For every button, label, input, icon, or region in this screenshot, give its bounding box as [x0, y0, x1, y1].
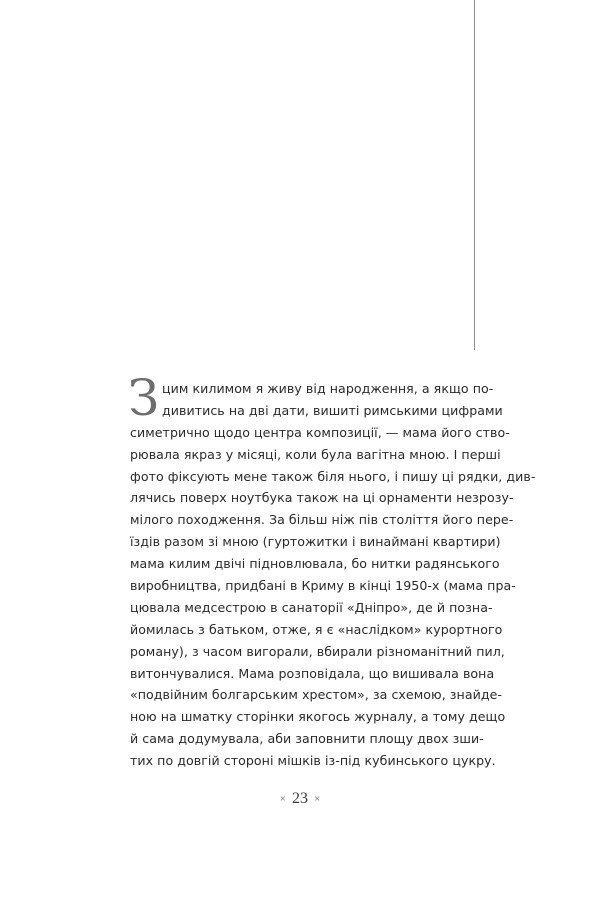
ornament-left-icon: ×: [279, 793, 286, 805]
text-line: мама килим двічі підновлювала, бо нитки радянського: [130, 556, 500, 572]
text-line: роману), з часом вигорали, вбирали різноманітний пил,: [130, 643, 505, 659]
text-line: симетрично щодо центра композиції, — мама його ство-: [130, 424, 510, 440]
body-paragraph: [130, 378, 536, 772]
text-line: йомилась з батьком, отже, я є «наслідком» курортного: [130, 621, 503, 637]
text-line: й сама додумувала, аби заповнити площу двох зши-: [130, 731, 484, 747]
drop-cap: З: [128, 369, 160, 427]
vertical-rule: [474, 0, 475, 350]
text-line: тих по довгій стороні мішків із-під кубинського цукру.: [130, 753, 496, 769]
text-line: фото фіксують мене також біля нього, і пишу ці рядки, див-: [130, 468, 536, 484]
text-line: лячись поверх ноутбука також на ці орнаменти незрозу-: [130, 490, 514, 506]
text-line: виробництва, придбані в Криму в кінці 1950-х (мама пра-: [130, 578, 516, 594]
text-line: цювала медсестрою в санаторії «Дніпро», де й позна-: [130, 599, 493, 615]
text-line: мілого походження. За більш ніж пів століття його пере-: [130, 512, 514, 528]
text-line: «подвійним болгарським хрестом», за схемою, знайде-: [130, 687, 502, 703]
text-line: дивитись на дві дати, вишиті римськими цифрами: [162, 402, 503, 418]
text-line: цим килимом я живу від народження, а якщо по-: [162, 381, 494, 396]
text-line: рювала якраз у місяці, коли була вагітна мною. І перші: [130, 446, 501, 462]
page-number: 23: [292, 790, 308, 807]
text-line: ною на шматку сторінки якогось журналу, а тому дещо: [130, 709, 506, 725]
text-line: витончувалися. Мама розповідала, що вишивала вона: [130, 665, 495, 681]
text-line: їздів разом зі мною (гуртожитки і винаймані квартири): [130, 534, 501, 550]
page-folio: [0, 790, 600, 808]
ornament-right-icon: ×: [314, 793, 321, 805]
